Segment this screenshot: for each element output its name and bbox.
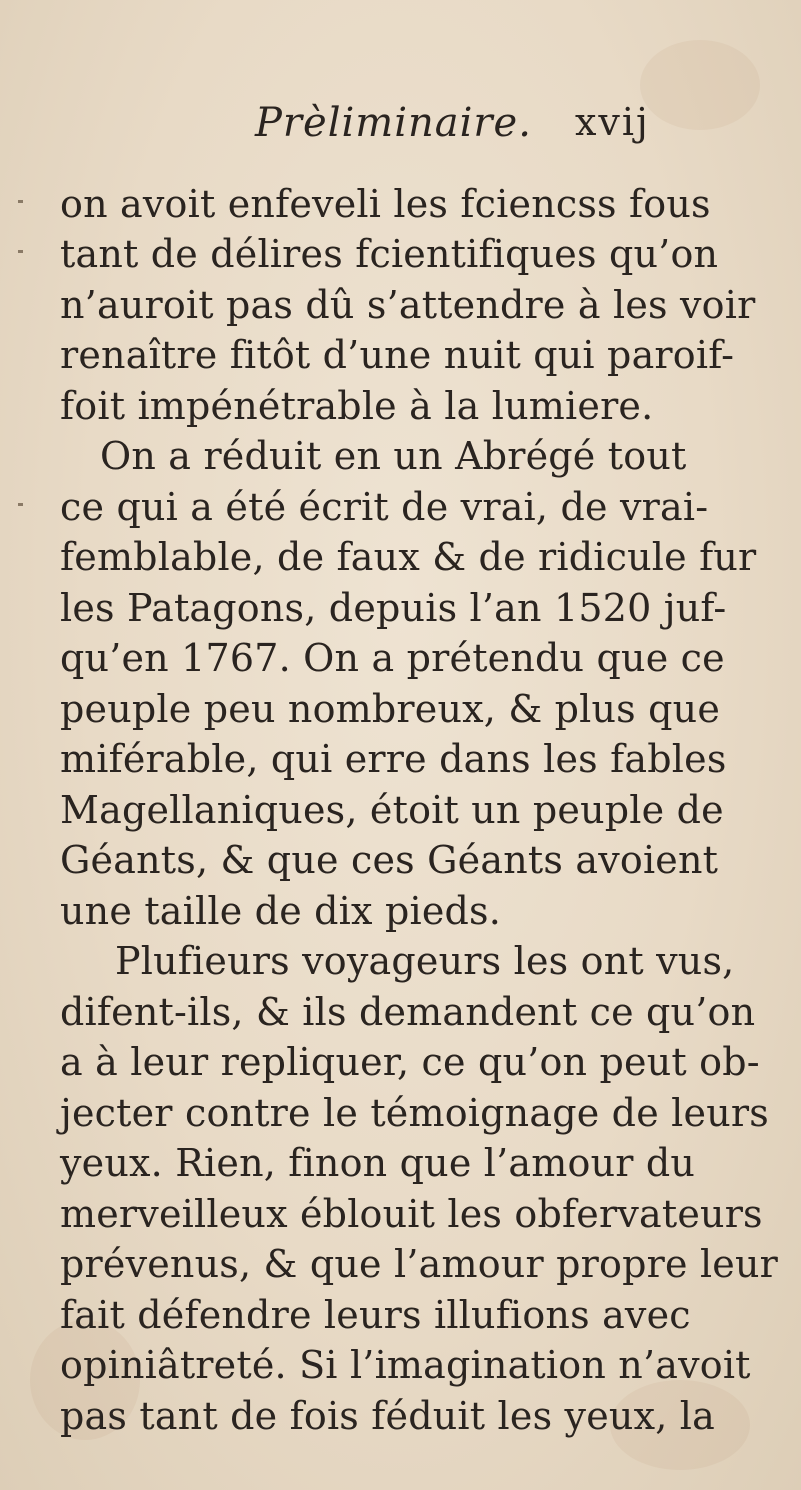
text-line: fait défendre leurs illufions avec [60,1293,691,1337]
text-line: qu’en 1767. On a prétendu que ce [60,636,725,680]
text-line: on avoit enfeveli les fciencss fous [60,182,711,226]
text-line: femblable, de faux & de ridicule fur [60,535,757,579]
text-line: renaître fitôt d’une nuit qui paroif- [60,333,735,377]
text-line: foit impénétrable à la lumiere. [60,384,654,428]
text-line: les Patagons, depuis l’an 1520 juf- [60,586,727,630]
margin-mark [18,503,23,506]
text-line: Magellaniques, étoit un peuple de [60,788,724,832]
text-line: opiniâtreté. Si l’imagination n’avoit [60,1343,751,1387]
page-header [0,100,801,160]
text-line: n’auroit pas dû s’attendre à les voir [60,283,756,327]
text-line: a à leur repliquer, ce qu’on peut ob- [60,1040,760,1084]
text-line: peuple peu nombreux, & plus que [60,687,721,731]
text-line: pas tant de fois féduit les yeux, la [60,1394,715,1438]
margin-mark [18,200,23,203]
text-line: difent-ils, & ils demandent ce qu’on [60,990,756,1034]
text-line: miférable, qui erre dans les fables [60,737,727,781]
text-line: merveilleux éblouit les obfervateurs [60,1192,763,1236]
text-line: On a réduit en un Abrégé tout [100,434,687,478]
text-line: prévenus, & que l’amour propre leur [60,1242,779,1286]
text-line: Plufieurs voyageurs les ont vus, [115,939,735,983]
page-number: xvij [575,100,650,144]
text-line: yeux. Rien, finon que l’amour du [60,1141,696,1185]
text-line: tant de délires fcientifiques qu’on [60,232,719,276]
text-line: Géants, & que ces Géants avoient [60,838,719,882]
margin-mark [18,250,23,253]
text-line: une taille de dix pieds. [60,889,502,933]
text-line: jecter contre le témoignage de leurs [60,1091,769,1135]
text-line: ce qui a été écrit de vrai, de vrai- [60,485,709,529]
running-title: Prèliminaire. [255,100,532,146]
